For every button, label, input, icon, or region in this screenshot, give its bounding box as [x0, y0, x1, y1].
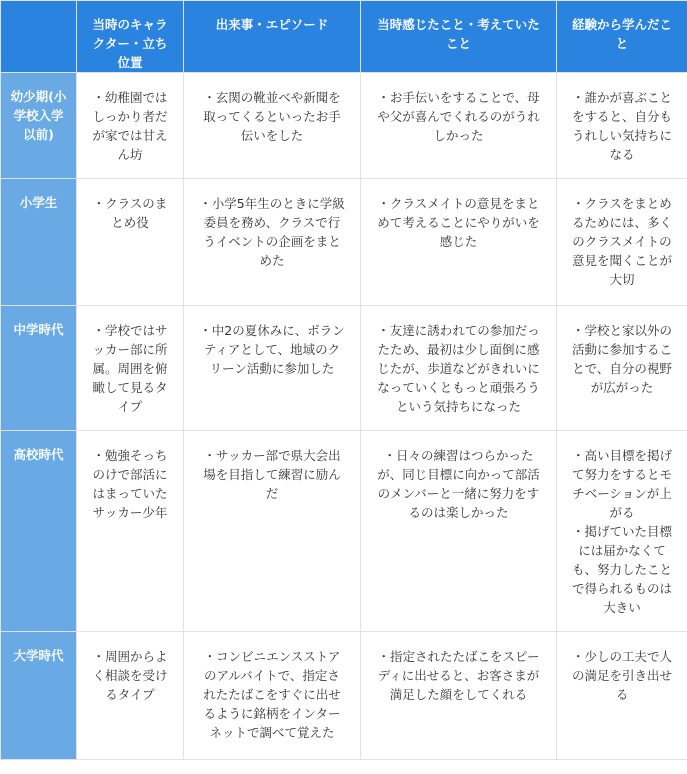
episode-cell: ・玄関の靴並べや新聞を取ってくるといったお手伝いをした: [184, 73, 361, 179]
learning-cell: [557, 306, 687, 431]
table-row: [1, 632, 687, 760]
learning-item: ・高い目標を掲げて努力をするとモチベーションが上がる: [571, 448, 672, 520]
feeling-cell: ・友達に誘われての参加だったため、最初は少し面倒に感じたが、歩道などがきれいになっていくともっと頑張ろうという気持ちになった: [361, 306, 557, 431]
character-cell: ・クラスのまとめ役: [77, 179, 184, 306]
header-feeling: 当時感じたこと・考えていたこと: [361, 1, 557, 73]
header-character: 当時のキャラクター・立ち位置: [77, 1, 184, 73]
learning-cell: [557, 632, 687, 760]
table-row: [1, 73, 687, 179]
character-cell: ・学校ではサッカー部に所属。周囲を俯瞰して見るタイプ: [77, 306, 184, 431]
character-cell: ・周囲からよく相談を受けるタイプ: [77, 632, 184, 760]
learning-cell: [557, 179, 687, 306]
table-row: [1, 431, 687, 632]
period-label: 中学時代: [1, 306, 77, 431]
feeling-cell: ・日々の練習はつらかったが、同じ目標に向かって部活のメンバーと一緒に努力をするのは楽しかった: [361, 431, 557, 632]
header-corner: [1, 1, 77, 73]
learning-item: ・誰かが喜ぶことをすると、自分もうれしい気持ちになる: [571, 90, 672, 162]
character-cell: ・幼稚園ではしっかり者だが家では甘えん坊: [77, 73, 184, 179]
learning-cell: [557, 73, 687, 179]
period-label: 小学生: [1, 179, 77, 306]
character-cell: ・勉強そっちのけで部活にはまっていたサッカー少年: [77, 431, 184, 632]
feeling-cell: ・お手伝いをすることで、母や父が喜んでくれるのがうれしかった: [361, 73, 557, 179]
period-label: 高校時代: [1, 431, 77, 632]
header-learning: 経験から学んだこと: [557, 1, 687, 73]
learning-item: ・クラスをまとめるためには、多くのクラスメイトの意見を聞くことが大切: [571, 196, 672, 287]
period-label: 大学時代: [1, 632, 77, 760]
header-episode: 出来事・エピソード: [184, 1, 361, 73]
episode-cell: ・コンビニエンスストアのアルバイトで、指定されたたばこをすぐに出せるように銘柄をインターネットで調べて覚えた: [184, 632, 361, 760]
table-row: [1, 179, 687, 306]
episode-cell: ・中2の夏休みに、ボランティアとして、地域のクリーン活動に参加した: [184, 306, 361, 431]
feeling-cell: ・クラスメイトの意見をまとめて考えることにやりがいを感じた: [361, 179, 557, 306]
header-row: [1, 1, 687, 73]
episode-cell: ・小学5年生のときに学級委員を務め、クラスで行うイベントの企画をまとめた: [184, 179, 361, 306]
episode-cell: ・サッカー部で県大会出場を目指して練習に励んだ: [184, 431, 361, 632]
period-label: 幼少期(小学校入学以前): [1, 73, 77, 179]
learning-item: ・学校と家以外の活動に参加することで、自分の視野が広がった: [571, 323, 672, 395]
learning-cell: [557, 431, 687, 632]
feeling-cell: ・指定されたたばこをスピーディに出せると、お客さまが満足した顔をしてくれる: [361, 632, 557, 760]
learning-item: ・掲げていた目標には届かなくても、努力したことで得られるものは大きい: [571, 524, 672, 615]
learning-item: ・少しの工夫で人の満足を引き出せる: [571, 649, 672, 702]
table-row: [1, 306, 687, 431]
